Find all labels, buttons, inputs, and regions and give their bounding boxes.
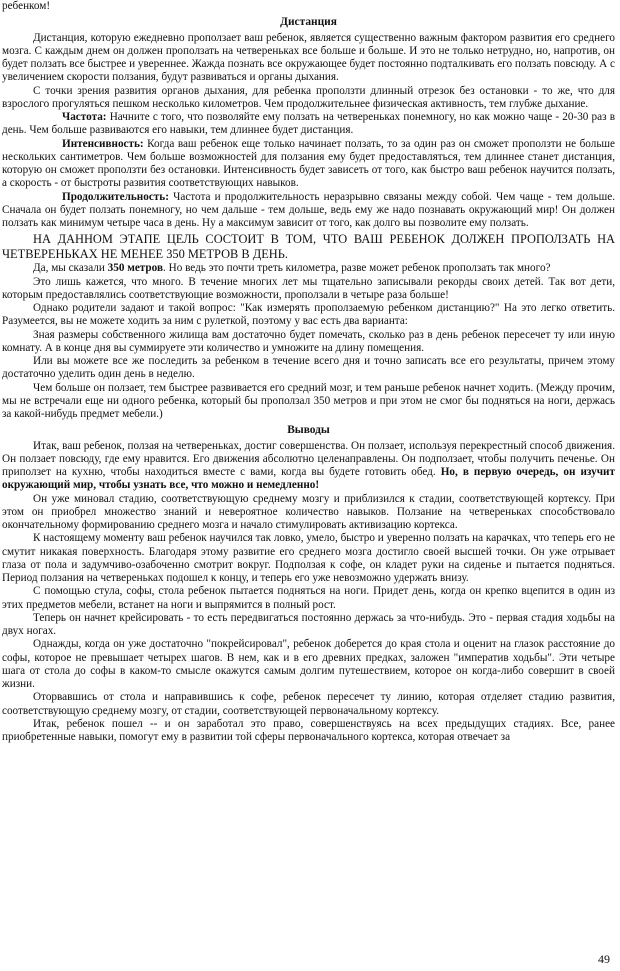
frequency-text: Начните с того, что позволяйте ему ползать на четвереньках понемногу, но как можно чаще - 20-30 раз в день. Чем больше развиваются его навыки, тем длиннее будет дистанция.: [2, 111, 615, 137]
section-title-distance: Дистанция: [280, 16, 337, 29]
paragraph: Это лишь кажется, что много. В течение многих лет мы тщательно записывали рекорды своих детей. Так вот дети, которым предоставлялись соответствующие возможности, проползали в четыре раза больше!: [2, 275, 615, 301]
paragraph-intensity: [2, 138, 615, 191]
paragraph: С точки зрения развития органов дыхания, для ребенка проползти длинный отрезок без остановки - то же, что для взрослого прогуляться пешком несколько километров. Чем продолжительнее физическая активность, тем глубже дыхание.: [2, 84, 615, 110]
paragraph: К настоящему моменту ваш ребенок научился так ловко, умело, быстро и уверенно ползать на карачках, что теперь его не смутит никакая поверхность. Благодаря этому развитие его среднего мозга достигло своей высшей точки. Он уже отрывает глаза от пола и задумчиво-озабоченно смотрит вокруг. Подползая к софе, он кладет руки на сиденье и пытается подняться. Период ползания на четвереньках подошел к концу, и теперь его уже невозможно удержать внизу.: [2, 532, 615, 584]
frequency-label: Частота:: [62, 111, 107, 123]
text: . Но ведь это почти треть километра, разве может ребенок проползать так много?: [163, 262, 551, 275]
duration-text: Частота и продолжительность неразрывно связаны между собой. Чем чаще - тем дольше. Сначала он будет ползать понемногу, но чем дальше - тем дольше, ведь ему же надо познавать окружающий мир! Он должен ползать как минимум четыре часа в день. Ну а максимум зависит от того, как долго вы позволите ему ползать.: [2, 190, 615, 229]
intensity-text: Когда ваш ребенок еще только начинает ползать, то за один раз он сможет проползти не больше нескольких сантиметров. Чем больше возможностей для ползания ему будет предоставляться, тем длиннее станет дистанция, которую он сможет проползти без остановки. Интенсивность будет зависеть от того, как быстро ваш ребенок научится ползать, а скорость - от быстроты развития соответствующих навыков.: [2, 137, 615, 190]
page-number: 49: [598, 952, 610, 966]
top-fragment: ребенком!: [2, 0, 51, 12]
paragraph: Однажды, когда он уже достаточно "покрейсировал", ребенок доберется до края стола и оценит на глазок расстояние до софы, которое не превышает четырех шагов. В нем, как и в его древних предках, заложен "императив ходьбы". Эти четыре шага от стола до софы в каком-то смысле окажутся самым долгим путешествием, которое он когда-либо совершит в своей жизни.: [2, 638, 615, 690]
paragraph: Однако родители задают и такой вопрос: "Как измерять проползаемую ребенком дистанцию?" На это легко ответить. Разумеется, вы не можете ходить за ним с рулеткой, поэтому у вас есть два варианта:: [2, 302, 615, 328]
duration-label: Продолжительность:: [62, 190, 169, 203]
bold-distance: 350 метров: [107, 262, 164, 275]
goal-statement: НА ДАННОМ ЭТАПЕ ЦЕЛЬ СОСТОИТ В ТОМ, ЧТО ВАШ РЕБЕНОК ДОЛЖЕН ПРОПОЛЗАТЬ НА ЧЕТВЕРЕНЬКАХ НЕ МЕНЕЕ 350 МЕТРОВ В ДЕНЬ.: [2, 232, 615, 262]
paragraph: Чем больше он ползает, тем быстрее развивается его средний мозг, и тем раньше ребенок начнет ходить. (Между прочим, мы не встречали еще ни одного ребенка, который бы проползал 350 метров и при этом не смог бы подняться на ноги, держась за какой-нибудь предмет мебели.): [2, 381, 615, 420]
intensity-label: Интенсивность:: [62, 137, 144, 150]
paragraph: Зная размеры собственного жилища вам достаточно будет помечать, сколько раз в день ребенок пересечет ту или иную комнату. А в конце дня вы суммируете эти количество и умножите на длину помещения.: [2, 328, 615, 354]
paragraph-frequency: [2, 111, 615, 138]
paragraph: Оторвавшись от стола и направившись к софе, ребенок пересечет ту линию, которая отделяет стадию развития, соответствующую среднему мозгу, от стадии, соответствующей первоначальному кортексу.: [2, 691, 615, 717]
section-title-conclusions: Выводы: [287, 424, 330, 437]
paragraph: Итак, ребенок пошел -- и он заработал это право, совершенствуясь на всех предыдущих стадиях. Все, ранее приобретенные навыки, помогут ему в развитии той сферы первоначального кортекса, которая отвечает за: [2, 717, 615, 743]
text: Итак, ваш ребенок, ползая на четвереньках, достиг совершенства. Он ползает, используя перекрестный способ движения. Он ползает повсюду, где ему нравится. Его движения абсолютно целенаправлены. Он подползает, чтобы получить печенье. Он приползет на кухню, чтобы находиться вместе с вами, когда вы будете готовить обед.: [2, 439, 615, 478]
bold-statement: Но, в первую очередь, он изучит окружающий мир, чтобы узнать все, что можно и немедленно!: [2, 466, 615, 492]
paragraph: С помощью стула, софы, стола ребенок пытается подняться на ноги. Придет день, когда он крепко вцепится в один из этих предметов мебели, встанет на ноги и выпрямится в полный рост.: [2, 585, 615, 611]
document-page: [2, 0, 615, 744]
paragraph: Или вы можете все же последить за ребенком в течение всего дня и точно записать все его результаты, причем этому достаточно уделить один день в неделю.: [2, 355, 615, 381]
paragraph: Он уже миновал стадию, соответствующую среднему мозгу и приблизился к стадии, соответствующей кортексу. При этом он приобрел множество знаний и невероятное количество навыков. Ползание на четвереньках способствовало окончательному формированию среднего мозга и начало стимулировать активизацию кортекса.: [2, 492, 615, 531]
paragraph: Дистанция, которую ежедневно проползает ваш ребенок, является существенно важным фактором развития его среднего мозга. С каждым днем он должен проползать на четвереньках все больше и больше. И это не только нетрудно, но, напротив, он будет ползать все быстрее и увереннее. Жажда познать все окружающее будет постоянно подталкивать его ползать повсюду. А с увеличением скорости ползания, будут развиваться и органы дыхания.: [2, 31, 615, 84]
paragraph: [2, 262, 615, 275]
paragraph-duration: [2, 191, 615, 231]
paragraph: [2, 440, 615, 493]
paragraph: Теперь он начнет крейсировать - то есть передвигаться постоянно держась за что-нибудь. Это - первая стадия ходьбы на двух ногах.: [2, 611, 615, 637]
text: Да, мы сказали: [33, 262, 108, 275]
